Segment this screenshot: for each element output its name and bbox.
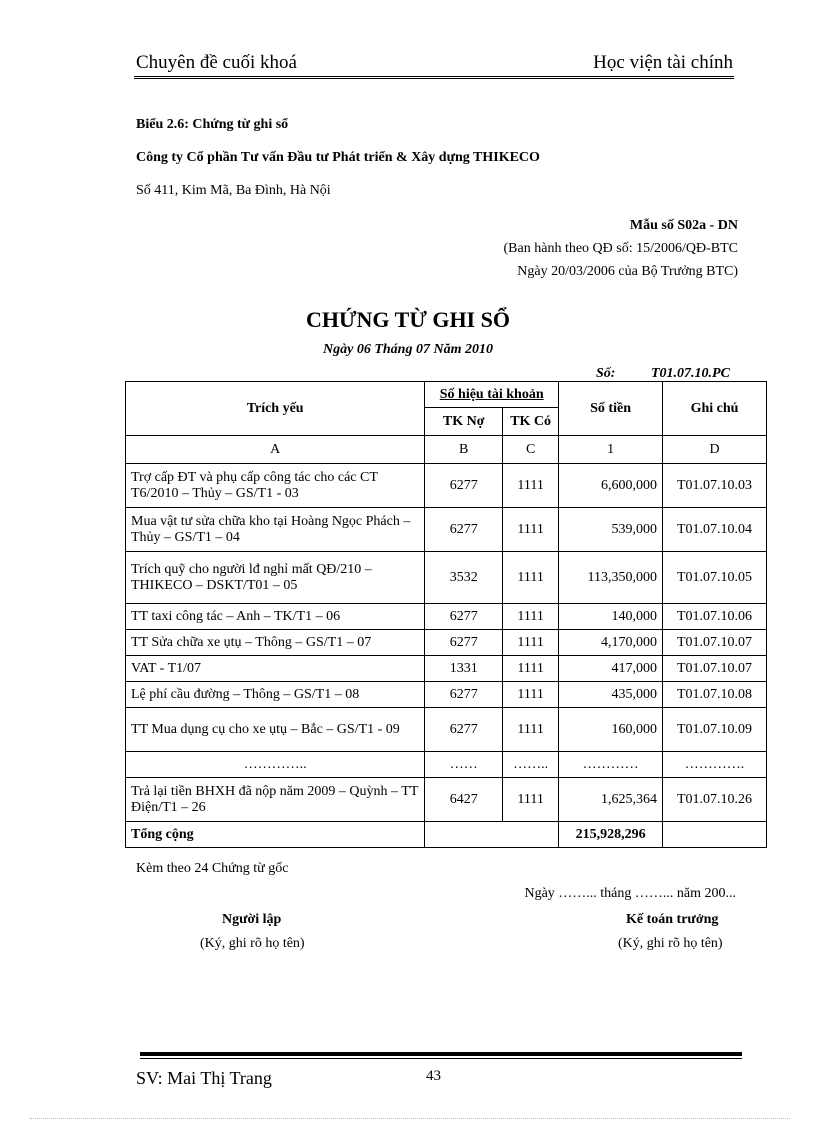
- row-amount: 113,350,000: [559, 552, 663, 604]
- row-credit: 1111: [503, 508, 559, 552]
- row-amount: …………: [559, 752, 663, 778]
- row-note: T01.07.10.07: [663, 656, 767, 682]
- row-description: Trích quỹ cho người lđ nghỉ mất QĐ/210 – THIKECO – DSKT/T01 – 05: [126, 552, 425, 604]
- header-right: Học viện tài chính: [593, 52, 733, 73]
- table-row: [126, 778, 767, 822]
- chief-accountant-title: Kế toán trưởng: [626, 912, 719, 927]
- issued-line-2: Ngày 20/03/2006 của Bộ Trưởng BTC): [517, 264, 738, 279]
- col-header-credit: TK Có: [503, 408, 559, 436]
- form-number: Mẫu số S02a - DN: [629, 218, 738, 233]
- col-header-account-numbers: Số hiệu tài khoản: [425, 382, 559, 408]
- row-credit: 1111: [503, 464, 559, 508]
- total-amount: 215,928,296: [559, 822, 663, 848]
- student-name: SV: Mai Thị Trang: [136, 1068, 272, 1088]
- row-note: T01.07.10.09: [663, 708, 767, 752]
- table-row: [126, 682, 767, 708]
- col-header-debit: TK Nợ: [425, 408, 503, 436]
- row-debit: 6427: [425, 778, 503, 822]
- voucher-table: [125, 381, 767, 848]
- voucher-number-label: Số:: [596, 366, 616, 381]
- row-debit: 6277: [425, 630, 503, 656]
- table-header-row: [126, 382, 767, 408]
- table-row: [126, 552, 767, 604]
- voucher-number: T01.07.10.PC: [651, 366, 730, 381]
- code-c: C: [503, 436, 559, 464]
- row-debit: 6277: [425, 708, 503, 752]
- header-divider: [134, 76, 734, 79]
- form-caption: Biểu 2.6: Chứng từ ghi sổ: [136, 117, 289, 132]
- row-amount: 160,000: [559, 708, 663, 752]
- preparer-sign-note: (Ký, ghi rõ họ tên): [200, 936, 305, 951]
- row-credit: ……..: [503, 752, 559, 778]
- code-b: B: [425, 436, 503, 464]
- total-empty: [425, 822, 559, 848]
- row-amount: 417,000: [559, 656, 663, 682]
- row-debit: 3532: [425, 552, 503, 604]
- row-note: T01.07.10.07: [663, 630, 767, 656]
- header-left: Chuyên đề cuối khoá: [136, 52, 297, 73]
- page-bottom-dotted-line: [30, 1118, 790, 1119]
- table-row: [126, 464, 767, 508]
- row-note: T01.07.10.08: [663, 682, 767, 708]
- chief-sign-note: (Ký, ghi rõ họ tên): [618, 936, 723, 951]
- footer-divider-thin: [140, 1058, 742, 1059]
- row-description: Mua vật tư sửa chữa kho tại Hoàng Ngọc Phách – Thủy – GS/T1 – 04: [126, 508, 425, 552]
- total-note-empty: [663, 822, 767, 848]
- footer-divider: [140, 1052, 742, 1056]
- row-amount: 539,000: [559, 508, 663, 552]
- company-name: Công ty Cổ phần Tư vấn Đầu tư Phát triển & Xây dựng THIKECO: [136, 150, 540, 165]
- row-debit: 6277: [425, 464, 503, 508]
- document-title: CHỨNG TỪ GHI SỔ: [306, 307, 510, 332]
- col-header-amount: Số tiền: [559, 382, 663, 436]
- row-debit: 6277: [425, 682, 503, 708]
- row-note: T01.07.10.06: [663, 604, 767, 630]
- preparer-title: Người lập: [222, 912, 282, 927]
- row-note: T01.07.10.03: [663, 464, 767, 508]
- row-credit: 1111: [503, 656, 559, 682]
- col-header-description: Trích yếu: [126, 382, 425, 436]
- table-row: [126, 630, 767, 656]
- row-debit: 6277: [425, 604, 503, 630]
- col-header-note: Ghi chú: [663, 382, 767, 436]
- row-amount: 1,625,364: [559, 778, 663, 822]
- row-amount: 4,170,000: [559, 630, 663, 656]
- attached-docs: Kèm theo 24 Chứng từ gốc: [136, 861, 289, 876]
- table-row: [126, 752, 767, 778]
- row-note: T01.07.10.05: [663, 552, 767, 604]
- column-code-row: [126, 436, 767, 464]
- row-description: VAT - T1/07: [126, 656, 425, 682]
- row-credit: 1111: [503, 604, 559, 630]
- row-credit: 1111: [503, 778, 559, 822]
- row-debit: 6277: [425, 508, 503, 552]
- code-d: D: [663, 436, 767, 464]
- code-a: A: [126, 436, 425, 464]
- table-row: [126, 656, 767, 682]
- company-address: Số 411, Kim Mã, Ba Đình, Hà Nội: [136, 183, 331, 198]
- row-note: T01.07.10.04: [663, 508, 767, 552]
- total-row: [126, 822, 767, 848]
- issued-line-1: (Ban hành theo QĐ số: 15/2006/QĐ-BTC: [503, 241, 738, 256]
- page-number: 43: [426, 1068, 441, 1084]
- row-description: …………..: [126, 752, 425, 778]
- table-row: [126, 708, 767, 752]
- code-1: 1: [559, 436, 663, 464]
- total-label: Tổng cộng: [126, 822, 425, 848]
- row-description: TT Mua dụng cụ cho xe ụtụ – Bắc – GS/T1 - 09: [126, 708, 425, 752]
- row-credit: 1111: [503, 682, 559, 708]
- row-credit: 1111: [503, 552, 559, 604]
- row-description: Trợ cấp ĐT và phụ cấp công tác cho các CT T6/2010 – Thủy – GS/T1 - 03: [126, 464, 425, 508]
- row-amount: 140,000: [559, 604, 663, 630]
- row-description: Trả lại tiền BHXH đã nộp năm 2009 – Quỳnh – TT Điện/T1 – 26: [126, 778, 425, 822]
- row-amount: 6,600,000: [559, 464, 663, 508]
- row-note: T01.07.10.26: [663, 778, 767, 822]
- sign-date-line: Ngày ……... tháng ……... năm 200...: [524, 886, 736, 901]
- row-description: TT Sửa chữa xe ụtụ – Thông – GS/T1 – 07: [126, 630, 425, 656]
- row-description: Lệ phí cầu đường – Thông – GS/T1 – 08: [126, 682, 425, 708]
- row-credit: 1111: [503, 708, 559, 752]
- row-description: TT taxi công tác – Anh – TK/T1 – 06: [126, 604, 425, 630]
- row-amount: 435,000: [559, 682, 663, 708]
- table-row: [126, 508, 767, 552]
- document-date: Ngày 06 Tháng 07 Năm 2010: [323, 342, 493, 357]
- row-credit: 1111: [503, 630, 559, 656]
- row-debit: ……: [425, 752, 503, 778]
- row-note: ………….: [663, 752, 767, 778]
- row-debit: 1331: [425, 656, 503, 682]
- table-row: [126, 604, 767, 630]
